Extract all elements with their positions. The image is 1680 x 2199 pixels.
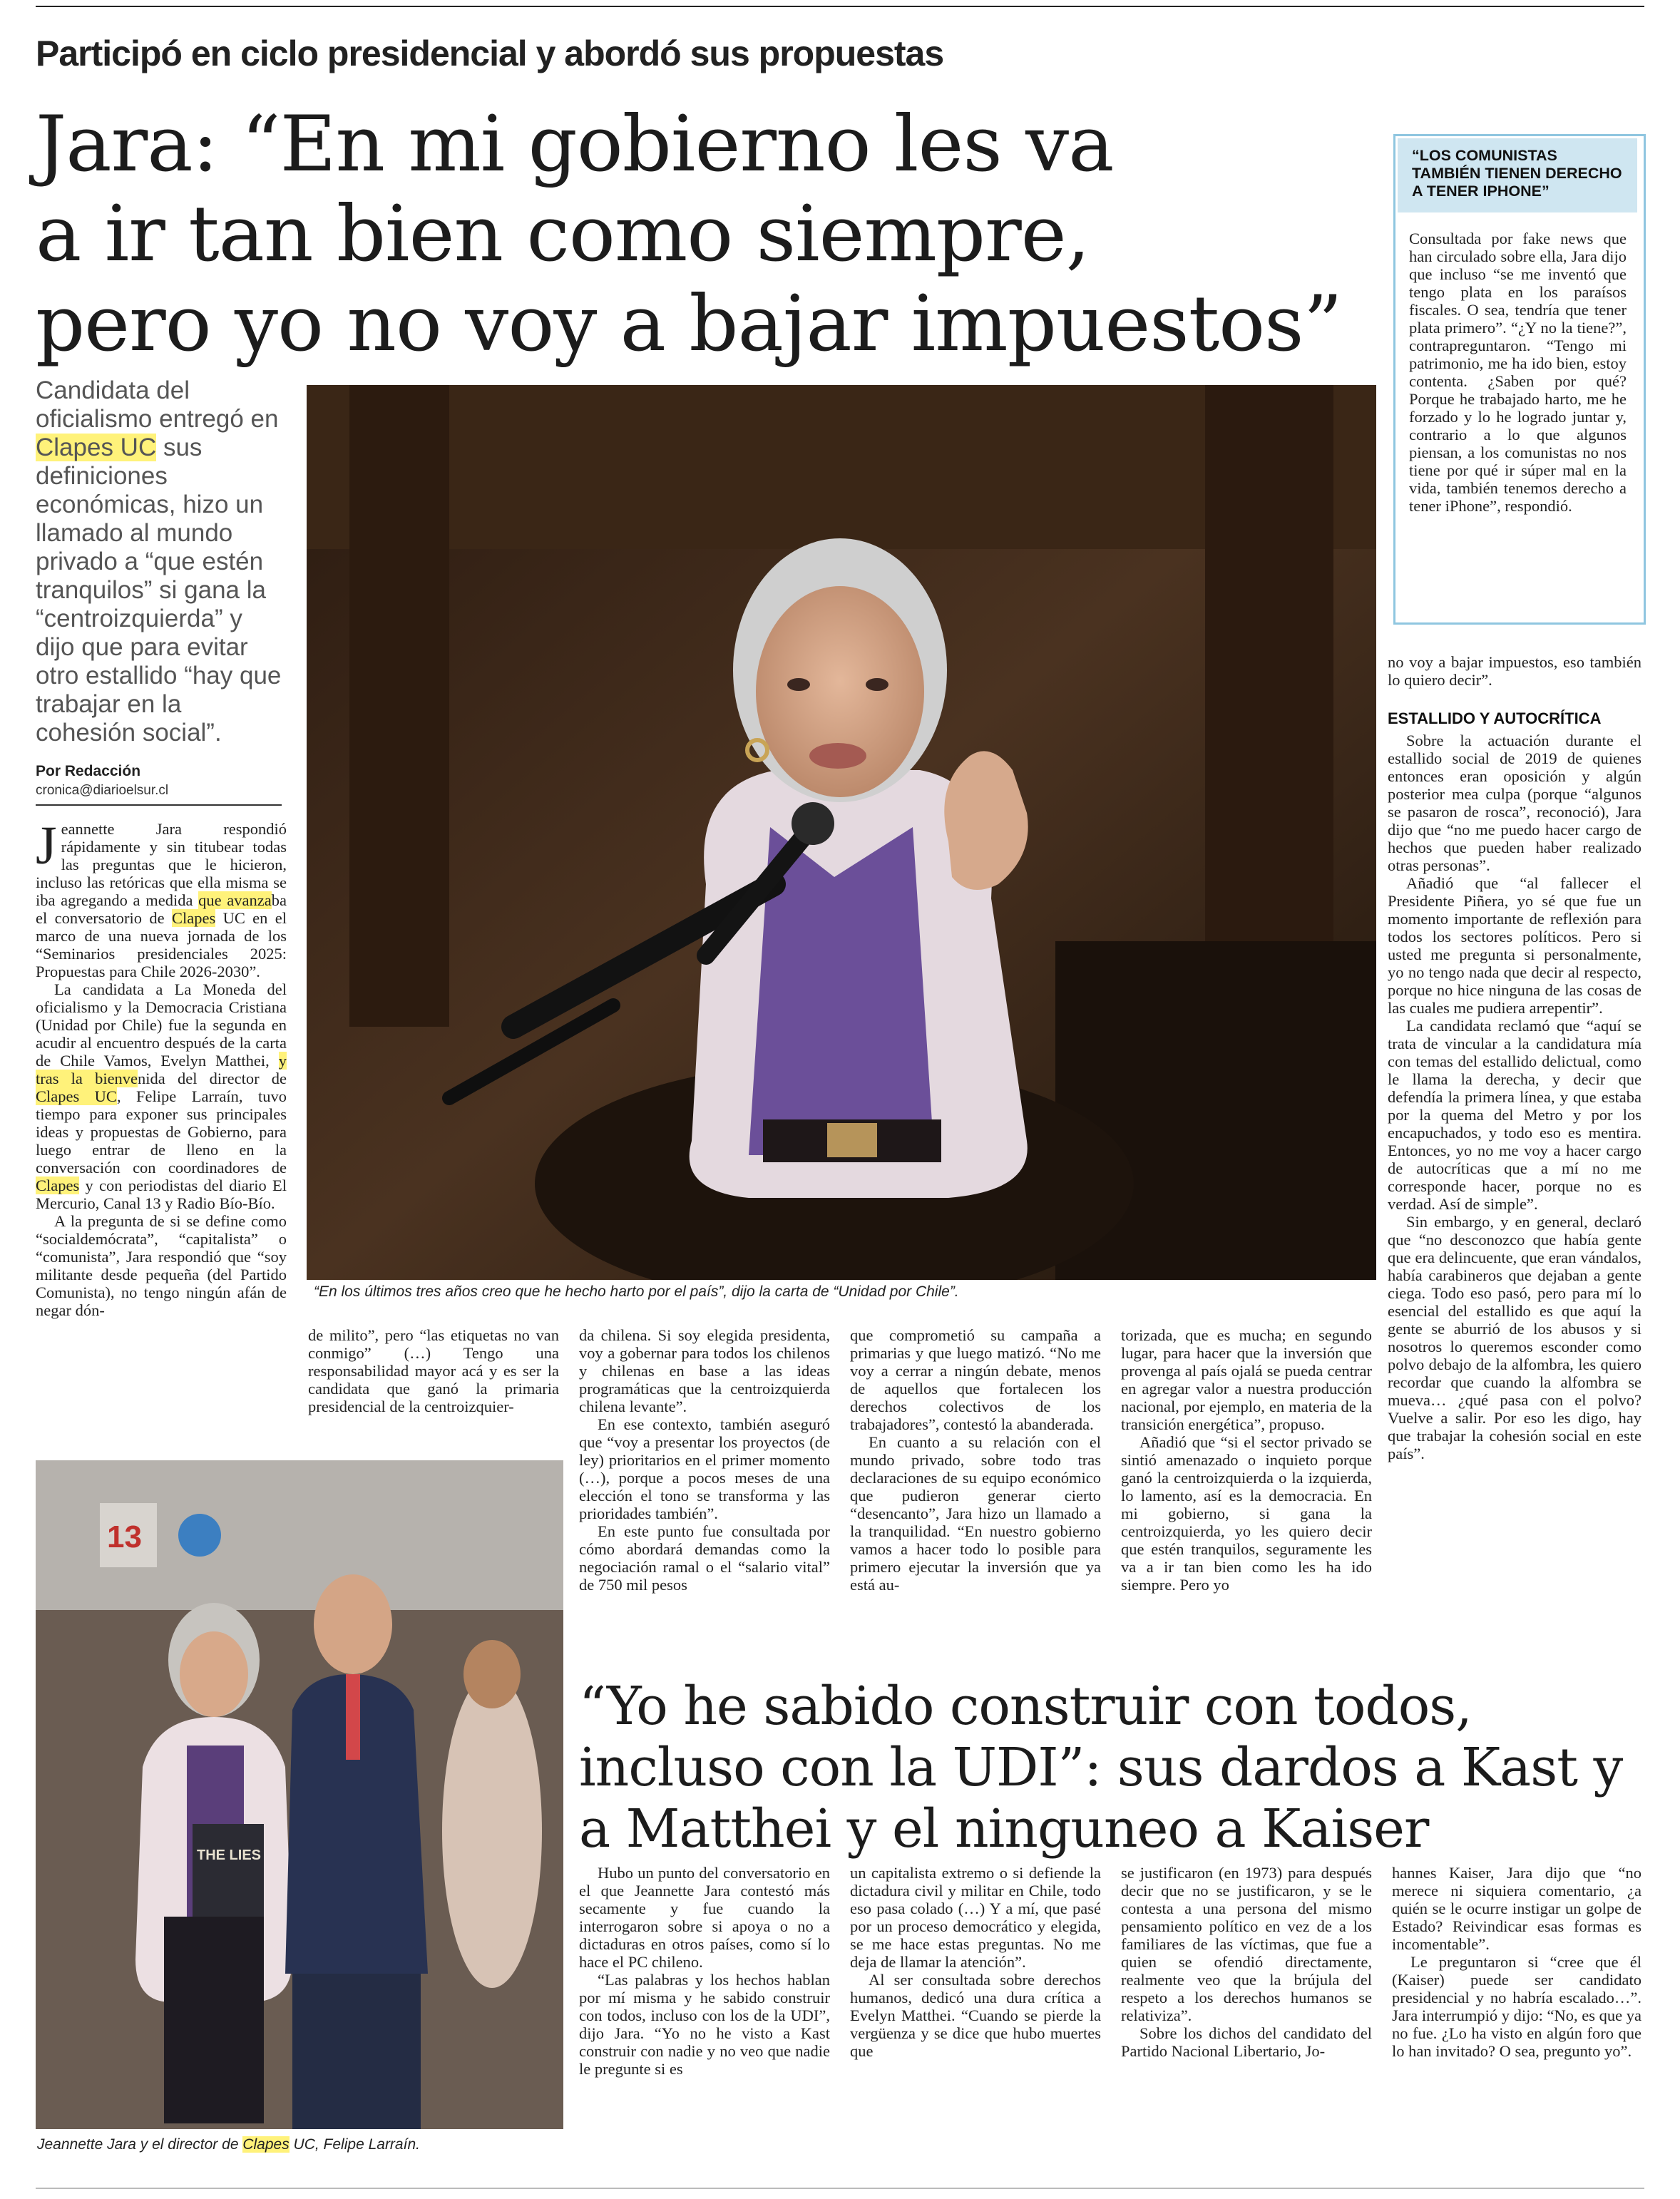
body-column-bottom-3 bbox=[1121, 1864, 1372, 2060]
paragraph: torizada, que es mucha; en segundo lugar, para hacer que la inversión que provenga al país ojalá se pueda centrar en agregar valor a nuestra producción nacional, por ejemplo, en materia de la transición energética”, propuso. bbox=[1121, 1326, 1372, 1433]
body-column-1 bbox=[36, 816, 287, 1319]
section-headline-line-2: incluso con la UDI”: sus dardos a Kast y bbox=[579, 1737, 1623, 1798]
paragraph: En cuanto a su relación con el mundo privado, sobre todo tras declaraciones de su equipo económico que pudieron generar cierto “desencanto”, Jara hizo un llamado a la tranquilidad. “En nuestro gobierno vamos a hacer todo lo posible para primero ejecutar la inversión que ya está au- bbox=[850, 1433, 1101, 1594]
body-column-mid-3 bbox=[850, 1326, 1101, 1594]
second-photo bbox=[36, 1460, 563, 2129]
main-photo-illustration bbox=[307, 385, 1376, 1280]
paragraph: A la pregunta de si se define como “socialdemócrata”, “capitalista” o “comunista”, Jara respondió que “soy militante desde pequeña (del Partido Comunista), no tengo ningún afán de negar dón- bbox=[36, 1212, 287, 1319]
body-column-mid-1 bbox=[308, 1326, 559, 1415]
main-photo-caption: “En los últimos tres años creo que he hecho harto por el país”, dijo la carta de “Unidad por Chile”. bbox=[314, 1283, 959, 1300]
byline-email: cronica@diarioelsur.cl bbox=[36, 783, 169, 798]
top-rule bbox=[36, 0, 1644, 7]
lede-text-b: sus definiciones económicas, hizo un llamado al mundo privado a “que estén tranquilos” si gana la “centroizquierda” y dijo que para evitar otro estallido “hay que trabajar en la cohesión social”. bbox=[36, 434, 282, 747]
headline-line-2: a ir tan bien como siempre, bbox=[36, 190, 1090, 279]
paragraph: un capitalista extremo o si defiende la dictadura civil y militar en Chile, todo eso pasa colado (…) Y a mí, que pasé por un proceso democrático y elegida, se me hace estas preguntas. No me deja de llamar la atención”. bbox=[850, 1864, 1101, 1971]
second-photo-caption: Jeannette Jara y el director de Clapes UC, Felipe Larraín. bbox=[37, 2136, 420, 2153]
paragraph: Sin embargo, y en general, declaró que “no desconozco que había gente que era delincuente, que eran vándalos, había carabineros que dejaban a gente ciega. Todo eso pasó, pero para mí lo esencial del estallido es que aquí la gente se aburrió de los abusos y si nosotros lo queremos esconder como polvo debajo de la alfombra, les quiero recordar que cuando la alfombra se mueva… ¿qué pasa con el polvo? Vuelve a salir. Por eso les digo, hay que trabajar la cohesión social en este país”. bbox=[1388, 1213, 1641, 1462]
paragraph: Al ser consultada sobre derechos humanos, dedicó una dura crítica a Evelyn Matthei. “Cuando se pierde la vergüenza y se dice que hubo muertes que bbox=[850, 1971, 1101, 2060]
paragraph: de milito”, pero “las etiquetas no van conmigo” (…) Tengo una responsabilidad mayor acá y es ser la candidata que ganó la primaria presidencial de la centroizquier- bbox=[308, 1326, 559, 1415]
paragraph: “Las palabras y los hechos hablan por mí misma y he sabido construir con todos, incluso con los de la UDI”, dijo Jara. “Yo no he visto a Kast construir con nadie y no veo que nadie le pregunte si es bbox=[579, 1971, 830, 2078]
kicker: Participó en ciclo presidencial y abordó sus propuestas bbox=[36, 34, 944, 73]
body-column-mid-2 bbox=[579, 1326, 830, 1594]
byline bbox=[36, 763, 282, 799]
section-headline bbox=[579, 1676, 1649, 1860]
lede-highlight: Clapes UC bbox=[36, 434, 157, 461]
headline-line-3: pero yo no voy a bajar impuestos” bbox=[36, 280, 1342, 369]
paragraph: que comprometió su campaña a primarias y que luego matizó. “No me voy a cerrar a ningún debate, menos de aquellos que fortalecen los derechos colectivos de los trabajadores”, contestó la abanderada. bbox=[850, 1326, 1101, 1433]
paragraph: Consultada por fake news que han circulado sobre ella, Jara dijo que incluso “se me inventó que tengo plata en los paraísos fiscales. O sea, tendría que tener plata primero”. “¿Y no la tiene?”, contrapreguntaron. “Tengo mi patrimonio, me ha ido bien, estoy contenta. ¿Saben por qué? Porque he trabajado harto, me he forzado y lo he logrado juntar y, contrario a lo que algunos piensan, a los comunistas no nos tiene por qué ir súper mal en la vida, también tenemos derecho a tener iPhone”, respondió. bbox=[1409, 230, 1627, 515]
lede-text-a: Candidata del oficialismo entregó en bbox=[36, 376, 279, 433]
section-headline-line-1: “Yo he sabido construir con todos, bbox=[579, 1676, 1472, 1737]
backdrop-logo: 13 bbox=[107, 1519, 142, 1554]
byline-author: Por Redacción bbox=[36, 763, 141, 779]
body-column-bottom-4 bbox=[1392, 1864, 1641, 2060]
sidebox-title bbox=[1398, 138, 1637, 212]
book-title: THE LIES bbox=[197, 1847, 262, 1863]
paragraph: hannes Kaiser, Jara dijo que “no merece ni siquiera comentario, ¿a quién se le ocurre instigar un golpe de Estado? Reivindicar esas formas es incomentable”. bbox=[1392, 1864, 1641, 1953]
lede bbox=[36, 376, 282, 747]
paragraph: Jeannette Jara respondió rápidamente y sin titubear todas las preguntas que le hicieron, incluso las retóricas que ella misma se iba agregando a medida que avanzaba el conversatorio de Clapes UC en el marco de una nueva jornada de los “Seminarios presidenciales 2025: Propuestas para Chile 2026-2030”. bbox=[36, 816, 287, 980]
second-photo-illustration bbox=[36, 1460, 563, 2129]
sidebox-body bbox=[1409, 230, 1627, 515]
paragraph: Añadió que “al fallecer el Presidente Piñera, yo sé que fue un momento importante de reflexión para todos los sectores políticos. Pero si usted me pregunta si personalmente, yo no tengo nada que decir al respecto, porque no hice ninguna de las cosas de las cuales me pudiera arrepentir”. bbox=[1388, 874, 1641, 1017]
paragraph: En ese contexto, también aseguró que “voy a presentar los proyectos (de ley) prioritarios en el primer momento (…), porque a pocos meses de una elección el tono se transforma y las prioridades también”. bbox=[579, 1415, 830, 1522]
paragraph: En este punto fue consultada por cómo abordará demandas como la negociación ramal o el “salario vital” de 750 mil pesos bbox=[579, 1522, 830, 1594]
body-column-bottom-2 bbox=[850, 1864, 1101, 2060]
byline-rule bbox=[36, 804, 282, 806]
sidebox-title-text: “LOS COMUNISTAS TAMBIÉN TIENEN DERECHO A TENER IPHONE” bbox=[1412, 147, 1622, 200]
body-column-bottom-1 bbox=[579, 1864, 830, 2078]
paragraph: Hubo un punto del conversatorio en el que Jeannette Jara contestó más secamente y fue cuando la interrogaron sobre si apoya o no a dictaduras en otros países, como sí lo hace el PC chileno. bbox=[579, 1864, 830, 1971]
paragraph: da chilena. Si soy elegida presidenta, voy a gobernar para todos los chilenos y chilenas en base a las ideas programáticas que la centroizquierda chilena levante”. bbox=[579, 1326, 830, 1415]
paragraph: Añadió que “si el sector privado se sintió amenazado o inquieto porque ganó la centroizquierda o la izquierda, lo lamento, así es la democracia. En mi gobierno, si gana la centroizquierda, yo les quiero decir que estén tranquilos, seguramente les va a ir tan bien como les ha ido siempre. Pero yo bbox=[1121, 1433, 1372, 1594]
section-headline-line-3: a Matthei y el ninguneo a Kaiser bbox=[579, 1798, 1429, 1860]
headline-line-1: Jara: “En mi gobierno les va bbox=[36, 100, 1114, 189]
paragraph: La candidata reclamó que “aquí se trata de vincular a la candidatura mía con temas del estallido delictual, como le llama la derecha, y decir que defendía la primera línea, y que estaba por la quema del Metro y por los encapuchados, y todo eso es mentira. Entonces, yo no me voy a hacer cargo de autocríticas que a mí no me corresponde hacer, porque no es verdad. Así de simple”. bbox=[1388, 1017, 1641, 1213]
paragraph: Sobre los dichos del candidato del Partido Nacional Libertario, Jo- bbox=[1121, 2024, 1372, 2060]
paragraph: La candidata a La Moneda del oficialismo y la Democracia Cristiana (Unidad por Chile) fue la segunda en acudir al encuentro después de la carta de Chile Vamos, Evelyn Matthei, y tras la bienvenida del director de Clapes UC, Felipe Larraín, tuvo tiempo para exponer sus principales ideas y propuestas de Gobierno, para luego entrar de lleno en la conversación con coordinadores de Clapes y con periodistas del diario El Mercurio, Canal 13 y Radio Bío-Bío. bbox=[36, 980, 287, 1212]
paragraph: se justificaron (en 1973) para después decir que no se justificaron, y se le contesta a una persona del mismo pensamiento político en vez de a los familiares de las víctimas, que fue a quien se ofendió directamente, realmente veo que la brújula del respeto a los derechos humanos se relativiza”. bbox=[1121, 1864, 1372, 2024]
paragraph: Le preguntaron si “cree que él (Kaiser) puede ser candidato presidencial y no habría escalado…”. Jara interrumpió y dijo: “No, es que ya no fue. ¿Lo ha visto en algún foro que lo han invitado? O sea, pregunto yo”. bbox=[1392, 1953, 1641, 2060]
bottom-rule bbox=[36, 2188, 1644, 2189]
body-column-right bbox=[1388, 653, 1641, 1462]
paragraph: no voy a bajar impuestos, eso también lo quiero decir”. bbox=[1388, 653, 1641, 689]
main-photo bbox=[307, 385, 1376, 1280]
body-column-mid-4 bbox=[1121, 1326, 1372, 1594]
dropcap: J bbox=[36, 816, 57, 876]
section-subhead: ESTALLIDO Y AUTOCRÍTICA bbox=[1388, 709, 1602, 727]
headline bbox=[36, 100, 1376, 369]
paragraph: Sobre la actuación durante el estallido social de 2019 de quienes entonces eran oposición y algún posterior mea culpa (porque “algunos se pasaron de rosca”, reconoció), Jara dijo que “no me puedo hacer cargo de hechos que pueden haber realizado otras personas”. bbox=[1388, 732, 1641, 874]
